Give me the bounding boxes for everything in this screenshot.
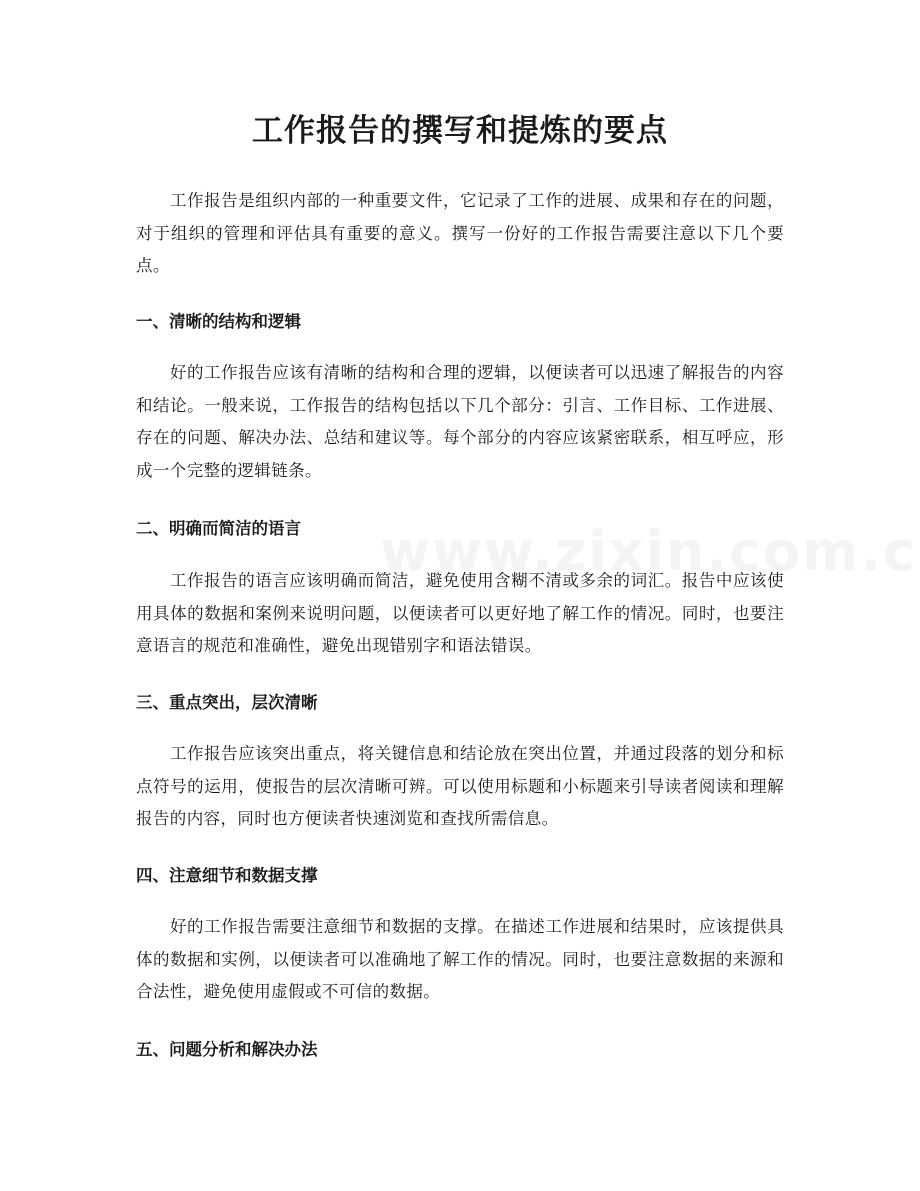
section-heading-1: 一、清晰的结构和逻辑 — [136, 312, 301, 331]
section-heading-4: 四、注意细节和数据支撑 — [136, 866, 318, 885]
section-body-4: 好的工作报告需要注意细节和数据的支撑。在描述工作进展和结果时，应该提供具体的数据和实例，以便读者可以准确地了解工作的情况。同时，也要注意数据的来源和合法性，避免使用虚假或不可信的数据。 — [136, 917, 784, 1001]
section-heading-2: 二、明确而简洁的语言 — [136, 519, 301, 538]
section-body-2: 工作报告的语言应该明确而简洁，避免使用含糊不清或多余的词汇。报告中应该使用具体的数据和案例来说明问题，以便读者可以更好地了解工作的情况。同时，也要注意语言的规范和准确性，避免出现错别字和语法错误。 — [136, 571, 784, 655]
page-title: 工作报告的撰写和提炼的要点 — [252, 113, 668, 149]
section-heading-5: 五、问题分析和解决办法 — [136, 1040, 318, 1059]
intro-paragraph: 工作报告是组织内部的一种重要文件，它记录了工作的进展、成果和存在的问题，对于组织的管理和评估具有重要的意义。撰写一份好的工作报告需要注意以下几个要点。 — [136, 191, 784, 275]
section-body-3: 工作报告应该突出重点，将关键信息和结论放在突出位置，并通过段落的划分和标点符号的运用，使报告的层次清晰可辨。可以使用标题和小标题来引导读者阅读和理解报告的内容，同时也方便读者快速浏览和查找所需信息。 — [136, 744, 784, 828]
section-heading-3: 三、重点突出，层次清晰 — [136, 693, 318, 712]
section-body-1: 好的工作报告应该有清晰的结构和合理的逻辑，以便读者可以迅速了解报告的内容和结论。一般来说，工作报告的结构包括以下几个部分：引言、工作目标、工作进展、存在的问题、解决办法、总结和建议等。每个部分的内容应该紧密联系，相互呼应，形成一个完整的逻辑链条。 — [136, 363, 784, 480]
